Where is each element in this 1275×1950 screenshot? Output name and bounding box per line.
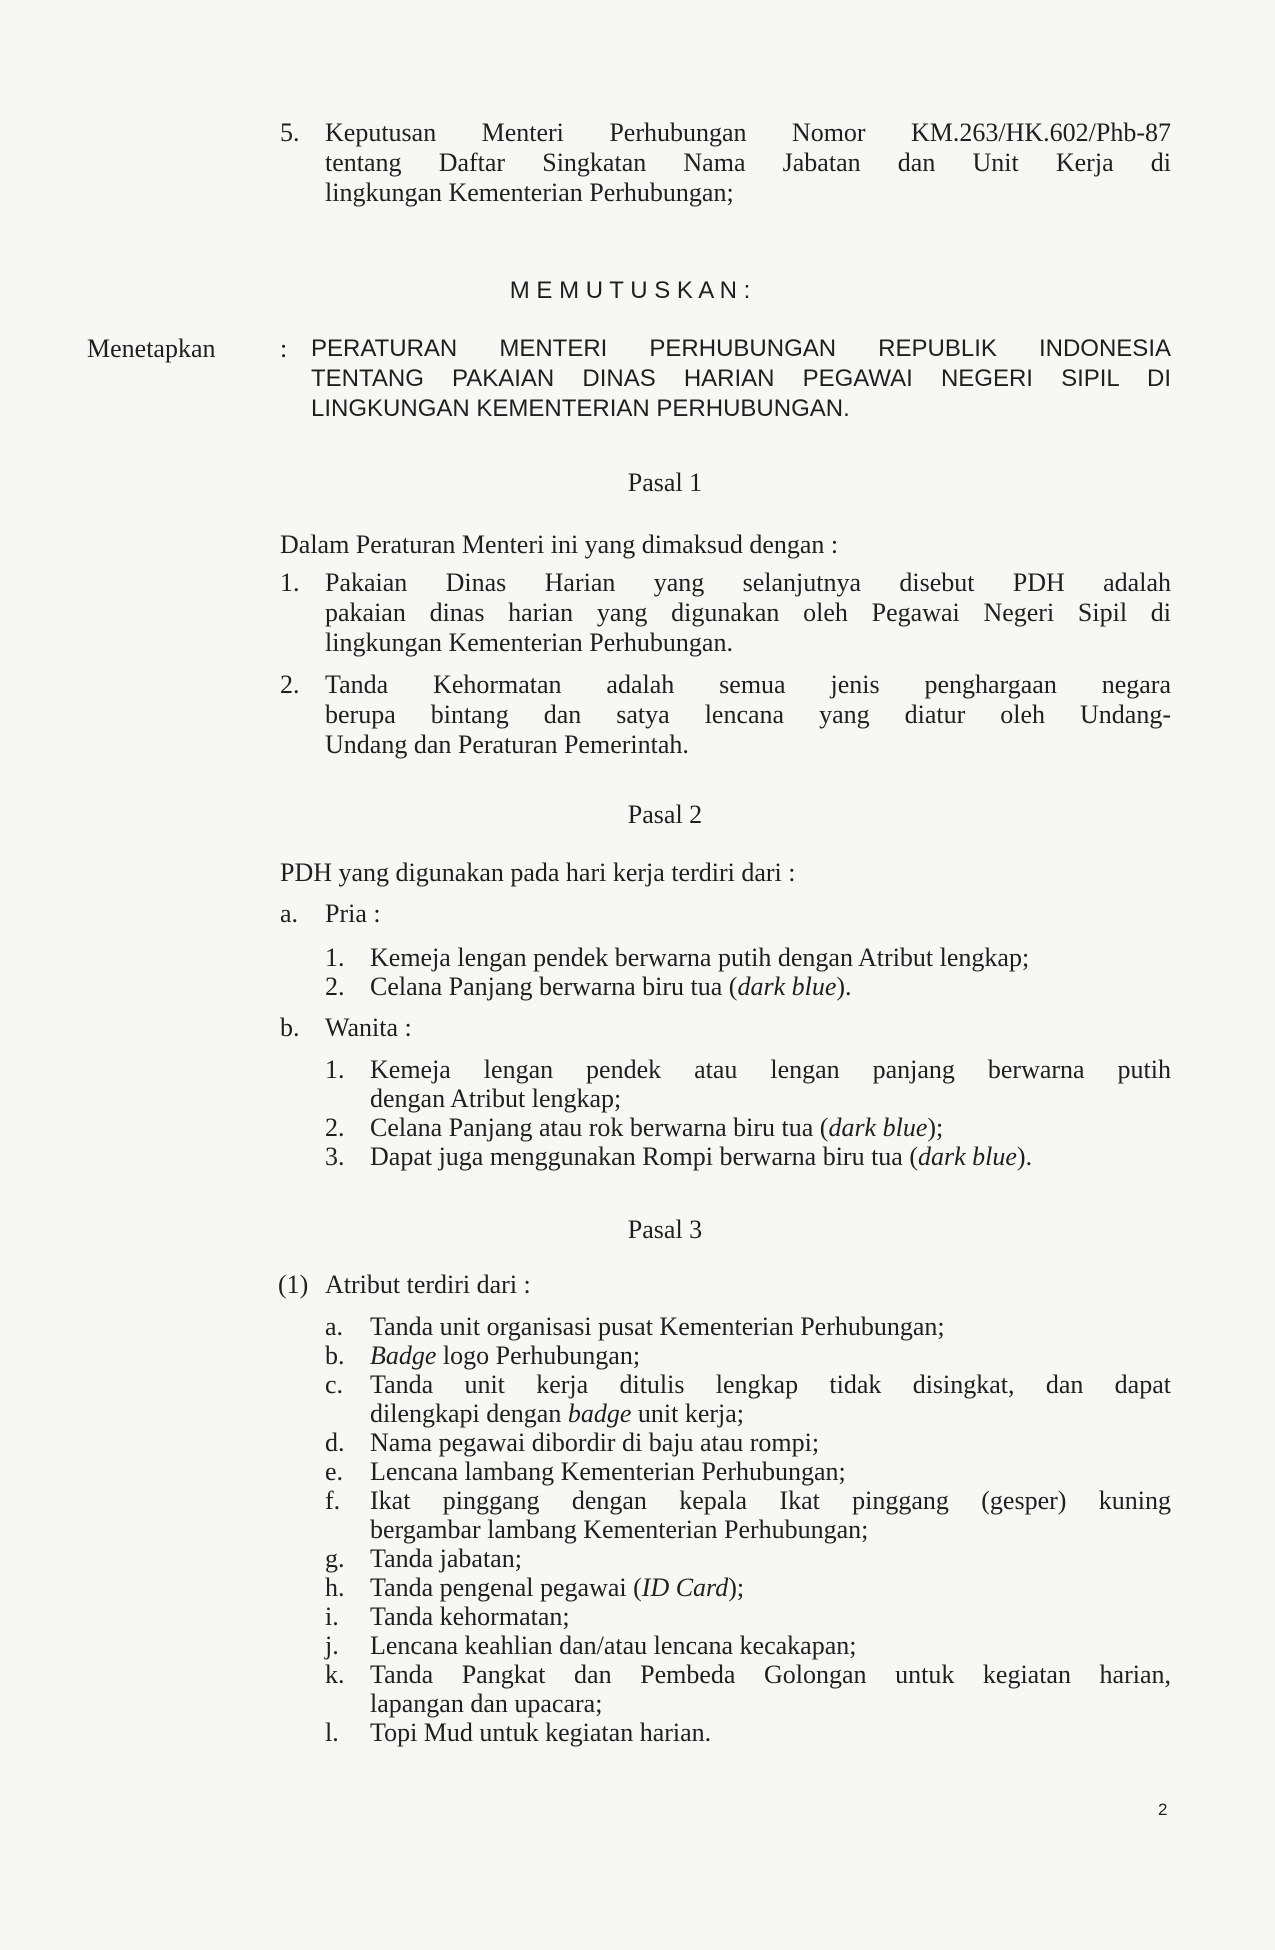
pasal-1-item-2-line-3: Undang dan Peraturan Pemerintah. xyxy=(325,730,689,759)
pasal-1-intro: Dalam Peraturan Menteri ini yang dimaksud dengan : xyxy=(280,530,839,559)
atribut-item-l-text: Topi Mud untuk kegiatan harian. xyxy=(370,1718,712,1747)
atribut-item-e-text: Lencana lambang Kementerian Perhubungan; xyxy=(370,1457,846,1486)
pasal-1-item-2-line-2: berupa bintang dan satya lencana yang diatur oleh Undang- xyxy=(325,700,1171,729)
atribut-item-c-letter: c. xyxy=(325,1370,344,1399)
atribut-item-g-letter: g. xyxy=(325,1544,345,1573)
wanita-item-2-text: Celana Panjang atau rok berwarna biru tua (dark blue); xyxy=(370,1113,944,1142)
pasal-3-clause-text: Atribut terdiri dari : xyxy=(325,1270,531,1299)
atribut-item-j-letter: j. xyxy=(325,1631,339,1660)
pasal-2-title: Pasal 2 xyxy=(627,800,703,829)
pasal-3-clause-number: (1) xyxy=(278,1270,309,1299)
atribut-item-i-letter: i. xyxy=(325,1602,339,1631)
wanita-item-1-number: 1. xyxy=(325,1055,345,1084)
pria-item-1-text: Kemeja lengan pendek berwarna putih dengan Atribut lengkap; xyxy=(370,943,1030,972)
wanita-item-3-number: 3. xyxy=(325,1142,345,1171)
pasal-2-pria-letter: a. xyxy=(280,899,299,928)
atribut-item-b-text: Badge logo Perhubungan; xyxy=(370,1341,641,1370)
page-number: 2 xyxy=(1158,1800,1168,1819)
decision-heading: M E M U T U S K A N : xyxy=(509,277,751,304)
atribut-item-i-text: Tanda kehormatan; xyxy=(370,1602,570,1631)
pasal-1-item-1-number: 1. xyxy=(280,568,300,597)
pria-item-2-text: Celana Panjang berwarna biru tua (dark blue). xyxy=(370,972,852,1001)
menetapkan-colon: : xyxy=(280,334,288,363)
pasal-1-item-1-line-2: pakaian dinas harian yang digunakan oleh Pegawai Negeri Sipil di xyxy=(325,598,1171,627)
pasal-1-item-2-number: 2. xyxy=(280,670,300,699)
atribut-item-f-line-2: bergambar lambang Kementerian Perhubungan; xyxy=(370,1515,869,1544)
atribut-item-c-line-1: Tanda unit kerja ditulis lengkap tidak disingkat, dan dapat xyxy=(370,1370,1171,1399)
pasal-3-title: Pasal 3 xyxy=(627,1215,703,1244)
wanita-item-3-text: Dapat juga menggunakan Rompi berwarna biru tua (dark blue). xyxy=(370,1142,1033,1171)
atribut-item-k-line-1: Tanda Pangkat dan Pembeda Golongan untuk kegiatan harian, xyxy=(370,1660,1171,1689)
pasal-2-intro: PDH yang digunakan pada hari kerja terdiri dari : xyxy=(280,858,796,887)
wanita-item-2-number: 2. xyxy=(325,1113,345,1142)
consideration-5-line-1: Keputusan Menteri Perhubungan Nomor KM.263/HK.602/Phb-87 xyxy=(325,118,1171,147)
atribut-item-h-letter: h. xyxy=(325,1573,345,1602)
atribut-item-d-letter: d. xyxy=(325,1428,345,1457)
pasal-2-pria-label: Pria : xyxy=(325,899,381,928)
consideration-5-line-3: lingkungan Kementerian Perhubungan; xyxy=(325,178,734,207)
pasal-1-item-1-line-3: lingkungan Kementerian Perhubungan. xyxy=(325,628,733,657)
atribut-item-e-letter: e. xyxy=(325,1457,344,1486)
atribut-item-h-text: Tanda pengenal pegawai (ID Card); xyxy=(370,1573,745,1602)
consideration-5-line-2: tentang Daftar Singkatan Nama Jabatan dan Unit Kerja di xyxy=(325,148,1171,177)
atribut-item-k-line-2: lapangan dan upacara; xyxy=(370,1689,603,1718)
atribut-item-g-text: Tanda jabatan; xyxy=(370,1544,522,1573)
pria-item-1-number: 1. xyxy=(325,943,345,972)
atribut-item-a-text: Tanda unit organisasi pusat Kementerian Perhubungan; xyxy=(370,1312,945,1341)
pasal-2-wanita-label: Wanita : xyxy=(325,1013,412,1042)
atribut-item-f-letter: f. xyxy=(325,1486,341,1515)
menetapkan-label: Menetapkan xyxy=(87,334,216,363)
menetapkan-title-line-2: TENTANG PAKAIAN DINAS HARIAN PEGAWAI NEGERI SIPIL DI xyxy=(311,365,1171,392)
wanita-item-1-line-1: Kemeja lengan pendek atau lengan panjang berwarna putih xyxy=(370,1055,1171,1084)
menetapkan-title-line-3: LINGKUNGAN KEMENTERIAN PERHUBUNGAN. xyxy=(311,395,850,422)
atribut-item-k-letter: k. xyxy=(325,1660,345,1689)
pasal-1-title: Pasal 1 xyxy=(627,468,703,497)
pasal-2-wanita-letter: b. xyxy=(280,1013,300,1042)
pasal-1-item-1-line-1: Pakaian Dinas Harian yang selanjutnya disebut PDH adalah xyxy=(325,568,1171,597)
atribut-item-a-letter: a. xyxy=(325,1312,344,1341)
atribut-item-l-letter: l. xyxy=(325,1718,339,1747)
pasal-1-item-2-line-1: Tanda Kehormatan adalah semua jenis penghargaan negara xyxy=(325,670,1171,699)
atribut-item-c-line-2: dilengkapi dengan badge unit kerja; xyxy=(370,1399,745,1428)
atribut-item-j-text: Lencana keahlian dan/atau lencana kecakapan; xyxy=(370,1631,857,1660)
pria-item-2-number: 2. xyxy=(325,972,345,1001)
consideration-5-number: 5. xyxy=(280,118,300,147)
wanita-item-1-line-2: dengan Atribut lengkap; xyxy=(370,1084,622,1113)
menetapkan-title-line-1: PERATURAN MENTERI PERHUBUNGAN REPUBLIK INDONESIA xyxy=(311,335,1171,362)
atribut-item-b-letter: b. xyxy=(325,1341,345,1370)
atribut-item-f-line-1: Ikat pinggang dengan kepala Ikat pinggang (gesper) kuning xyxy=(370,1486,1171,1515)
atribut-item-d-text: Nama pegawai dibordir di baju atau rompi; xyxy=(370,1428,820,1457)
